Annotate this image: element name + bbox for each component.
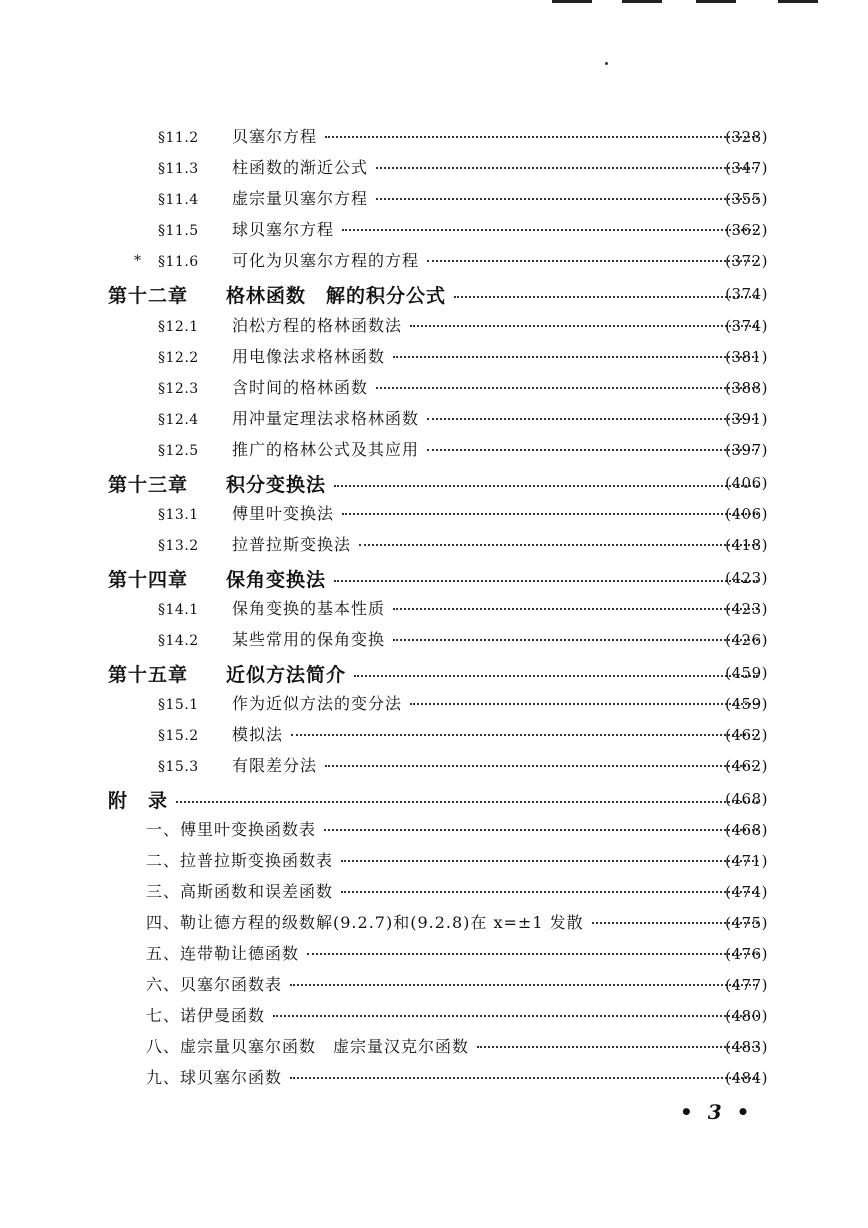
- appendix-title: 二、拉普拉斯变换函数表: [146, 851, 334, 870]
- toc-section-row[interactable]: [0, 406, 868, 432]
- page-ref: (423): [725, 600, 768, 618]
- section-number: §15.3: [158, 759, 199, 775]
- dot-leader: [273, 1015, 758, 1017]
- section-number: §15.1: [158, 697, 199, 713]
- chapter-title: 保角变换法: [226, 569, 327, 591]
- toc-label: [146, 1034, 469, 1057]
- toc-label: [158, 248, 419, 271]
- appendix-title: 五、连带勒让德函数: [146, 944, 300, 963]
- dot-leader: [427, 418, 758, 420]
- toc-appendix-row[interactable]: [0, 972, 868, 998]
- toc-appendix-row[interactable]: [0, 1034, 868, 1060]
- toc-entry: [158, 437, 766, 463]
- toc-entry: [108, 281, 766, 307]
- chapter-number: 第十二章: [108, 285, 189, 307]
- toc-section-row[interactable]: [0, 596, 868, 622]
- toc-appendix-row[interactable]: [0, 910, 868, 936]
- section-number: §11.6: [158, 254, 199, 270]
- toc-label: [158, 217, 334, 240]
- toc-section-row[interactable]: [0, 532, 868, 558]
- section-title: 可化为贝塞尔方程的方程: [232, 251, 420, 270]
- toc-appendix-row[interactable]: [0, 1065, 868, 1091]
- toc-label: [158, 406, 419, 429]
- dot-leader: [342, 513, 758, 515]
- page-ref: (426): [725, 631, 768, 649]
- section-title: 模拟法: [232, 725, 284, 744]
- chapter-number: 第十四章: [108, 569, 189, 591]
- toc-appendix-row[interactable]: [0, 848, 868, 874]
- toc-entry: [158, 406, 766, 432]
- appendix-title: 八、虚宗量贝塞尔函数 虚宗量汉克尔函数: [146, 1037, 470, 1056]
- toc-entry: [158, 186, 766, 212]
- page-number: • 3 •: [680, 1100, 754, 1124]
- toc-label: [158, 532, 351, 555]
- toc-label: [158, 124, 317, 147]
- toc-section-row[interactable]: [0, 217, 868, 243]
- page-ref: (474): [725, 883, 768, 901]
- section-number: §14.1: [158, 602, 199, 618]
- dot-leader: [341, 891, 758, 893]
- toc-label: [146, 879, 333, 902]
- page-ref: (347): [725, 159, 768, 177]
- toc-label: [146, 817, 316, 840]
- dot-leader: [427, 260, 758, 262]
- dot-leader: [307, 953, 758, 955]
- section-title: 用冲量定理法求格林函数: [232, 409, 420, 428]
- toc-entry: [158, 124, 766, 150]
- dot-leader: [410, 703, 758, 705]
- section-title: 含时间的格林函数: [232, 378, 369, 397]
- section-number: §11.2: [158, 130, 199, 146]
- toc-entry: [158, 313, 766, 339]
- page-ref: (468): [725, 790, 768, 808]
- toc-entry: [146, 848, 766, 874]
- dot-leader: [393, 639, 758, 641]
- toc-appendix-row[interactable]: [0, 879, 868, 905]
- toc-label: [146, 941, 299, 964]
- toc-entry: [158, 217, 766, 243]
- toc-label: [158, 375, 368, 398]
- section-number: §14.2: [158, 633, 199, 649]
- section-number: §12.3: [158, 381, 199, 397]
- toc-section-row[interactable]: [0, 155, 868, 181]
- section-number: §11.4: [158, 192, 199, 208]
- section-number: §13.2: [158, 538, 199, 554]
- dot-leader: [454, 296, 758, 298]
- toc-section-row[interactable]: [0, 501, 868, 527]
- section-title: 贝塞尔方程: [232, 127, 318, 146]
- toc-section-row[interactable]: [0, 691, 868, 717]
- toc-section-row[interactable]: [0, 627, 868, 653]
- section-title: 保角变换的基本性质: [232, 599, 386, 618]
- page-ref: (483): [725, 1038, 768, 1056]
- toc-appendix-row[interactable]: [0, 817, 868, 843]
- toc-label: [158, 313, 402, 336]
- appendix-title: 三、高斯函数和误差函数: [146, 882, 334, 901]
- dot-leader: [325, 765, 758, 767]
- section-title: 作为近似方法的变分法: [232, 694, 403, 713]
- section-number: §11.5: [158, 223, 199, 239]
- page-ref: (372): [725, 252, 768, 270]
- page-ref: (468): [725, 821, 768, 839]
- toc-entry: [158, 753, 766, 779]
- page-ref: (462): [725, 757, 768, 775]
- page-ref: (388): [725, 379, 768, 397]
- chapter-title: 附 录: [108, 790, 169, 812]
- page-ref: (484): [725, 1069, 768, 1087]
- toc-entry: [146, 941, 766, 967]
- toc-entry: [108, 565, 766, 591]
- toc-chapter-row[interactable]: [0, 470, 868, 496]
- page-ref: (381): [725, 348, 768, 366]
- appendix-title: 七、诺伊曼函数: [146, 1006, 266, 1025]
- section-number: §12.2: [158, 350, 199, 366]
- toc-entry: [158, 722, 766, 748]
- dot-leader: [376, 167, 758, 169]
- toc-label: [158, 722, 283, 745]
- page-ref: (418): [725, 536, 768, 554]
- toc-label: [146, 972, 282, 995]
- chapter-number: 第十三章: [108, 474, 189, 496]
- toc-entry: [158, 155, 766, 181]
- toc-label: [158, 691, 402, 714]
- section-title: 拉普拉斯变换法: [232, 535, 352, 554]
- section-number: §12.1: [158, 319, 199, 335]
- chapter-title: 积分变换法: [226, 474, 327, 496]
- dot-leader: [290, 1077, 758, 1079]
- toc-label: [146, 910, 584, 933]
- toc-entry: [146, 879, 766, 905]
- toc-appendix-row[interactable]: [0, 941, 868, 967]
- section-number: §12.4: [158, 412, 199, 428]
- toc-label: [158, 596, 385, 619]
- toc-entry: [146, 1003, 766, 1029]
- toc-section-row[interactable]: [0, 313, 868, 339]
- dot-leader: [376, 387, 758, 389]
- toc-entry: [146, 1065, 766, 1091]
- appendix-title: 九、球贝塞尔函数: [146, 1068, 283, 1087]
- toc-chapter-row[interactable]: [0, 660, 868, 686]
- toc-entry: [108, 786, 766, 812]
- dot-leader: [359, 544, 758, 546]
- appendix-title: 四、勒让德方程的级数解(9.2.7)和(9.2.8)在 x=±1 发散: [146, 913, 584, 932]
- chapter-title: 格林函数 解的积分公式: [226, 285, 447, 307]
- section-title: 傅里叶变换法: [232, 504, 335, 523]
- toc-entry: [158, 627, 766, 653]
- toc-label: [158, 155, 368, 178]
- toc-entry: [146, 910, 766, 936]
- toc-label: [108, 565, 326, 592]
- toc-label: [158, 501, 334, 524]
- section-title: 泊松方程的格林函数法: [232, 316, 403, 335]
- page-ref: (355): [725, 190, 768, 208]
- appendix-title: 六、贝塞尔函数表: [146, 975, 283, 994]
- page-ref: (477): [725, 976, 768, 994]
- page-ref: (406): [725, 505, 768, 523]
- toc-chapter-row[interactable]: [0, 565, 868, 591]
- optional-section-star: *: [134, 253, 141, 269]
- toc-entry: [158, 532, 766, 558]
- section-title: 有限差分法: [232, 756, 318, 775]
- dot-leader: [342, 229, 758, 231]
- dot-leader: [334, 485, 758, 487]
- section-number: §11.3: [158, 161, 199, 177]
- toc-chapter-row[interactable]: [0, 281, 868, 307]
- page-ref: (328): [725, 128, 768, 146]
- section-title: 球贝塞尔方程: [232, 220, 335, 239]
- dot-leader: [290, 984, 758, 986]
- appendix-title: 一、傅里叶变换函数表: [146, 820, 317, 839]
- dot-leader: [324, 829, 758, 831]
- page-ref: (459): [725, 664, 768, 682]
- toc-label: [158, 627, 385, 650]
- page-ref: (462): [725, 726, 768, 744]
- toc-entry: [158, 691, 766, 717]
- toc-label: [108, 470, 326, 497]
- toc-appendix-row[interactable]: [0, 1003, 868, 1029]
- toc-entry: [108, 660, 766, 686]
- section-title: 用电像法求格林函数: [232, 347, 386, 366]
- toc-entry: [146, 972, 766, 998]
- page-ref: (397): [725, 441, 768, 459]
- chapter-number: 第十五章: [108, 664, 189, 686]
- toc-section-row[interactable]: [0, 437, 868, 463]
- dot-leader: [354, 675, 758, 677]
- toc-section-row[interactable]: [0, 375, 868, 401]
- section-number: §15.2: [158, 728, 199, 744]
- toc-entry: [158, 375, 766, 401]
- page-ref: (459): [725, 695, 768, 713]
- page-ref: (374): [725, 285, 768, 303]
- page-ref: (362): [725, 221, 768, 239]
- toc-section-row[interactable]: [0, 753, 868, 779]
- dot-leader: [341, 860, 758, 862]
- toc-entry: [158, 596, 766, 622]
- toc-entry: [146, 1034, 766, 1060]
- toc-section-row[interactable]: [0, 344, 868, 370]
- toc-section-row[interactable]: [0, 124, 868, 150]
- toc-entry: [146, 817, 766, 843]
- dot-leader: [393, 608, 758, 610]
- toc-label: [146, 1003, 265, 1026]
- toc-label: [158, 437, 419, 460]
- page-ref: (471): [725, 852, 768, 870]
- dot-leader: [176, 801, 758, 803]
- toc-label: [146, 1065, 282, 1088]
- toc-label: [158, 753, 317, 776]
- toc-section-row[interactable]: [0, 186, 868, 212]
- toc-label: [158, 186, 368, 209]
- chapter-title: 近似方法简介: [226, 664, 347, 686]
- toc-label: [108, 786, 168, 813]
- page-ref: (423): [725, 569, 768, 587]
- toc-entry: [158, 501, 766, 527]
- dot-leader: [410, 325, 758, 327]
- toc-label: [108, 660, 346, 687]
- section-title: 柱函数的渐近公式: [232, 158, 369, 177]
- section-title: 虚宗量贝塞尔方程: [232, 189, 369, 208]
- section-title: 某些常用的保角变换: [232, 630, 386, 649]
- toc-label: [108, 281, 446, 308]
- dot-leader: [334, 580, 758, 582]
- toc-section-row[interactable]: [0, 722, 868, 748]
- page-ref: (406): [725, 474, 768, 492]
- section-number: §12.5: [158, 443, 199, 459]
- dot-leader: [291, 734, 758, 736]
- toc-entry: [158, 344, 766, 370]
- section-number: §13.1: [158, 507, 199, 523]
- page-ref: (374): [725, 317, 768, 335]
- page-ref: (475): [725, 914, 768, 932]
- page-ref: (480): [725, 1007, 768, 1025]
- dot-leader: [376, 198, 758, 200]
- section-title: 推广的格林公式及其应用: [232, 440, 420, 459]
- page-ref: (391): [725, 410, 768, 428]
- dot-leader: [393, 356, 758, 358]
- toc-chapter-row[interactable]: [0, 786, 868, 812]
- page-ref: (476): [725, 945, 768, 963]
- toc-entry: [108, 470, 766, 496]
- dot-leader: [325, 136, 758, 138]
- toc-entry: [158, 248, 766, 274]
- toc-section-row[interactable]: [0, 248, 868, 274]
- toc-label: [158, 344, 385, 367]
- dot-leader: [427, 449, 758, 451]
- toc-label: [146, 848, 333, 871]
